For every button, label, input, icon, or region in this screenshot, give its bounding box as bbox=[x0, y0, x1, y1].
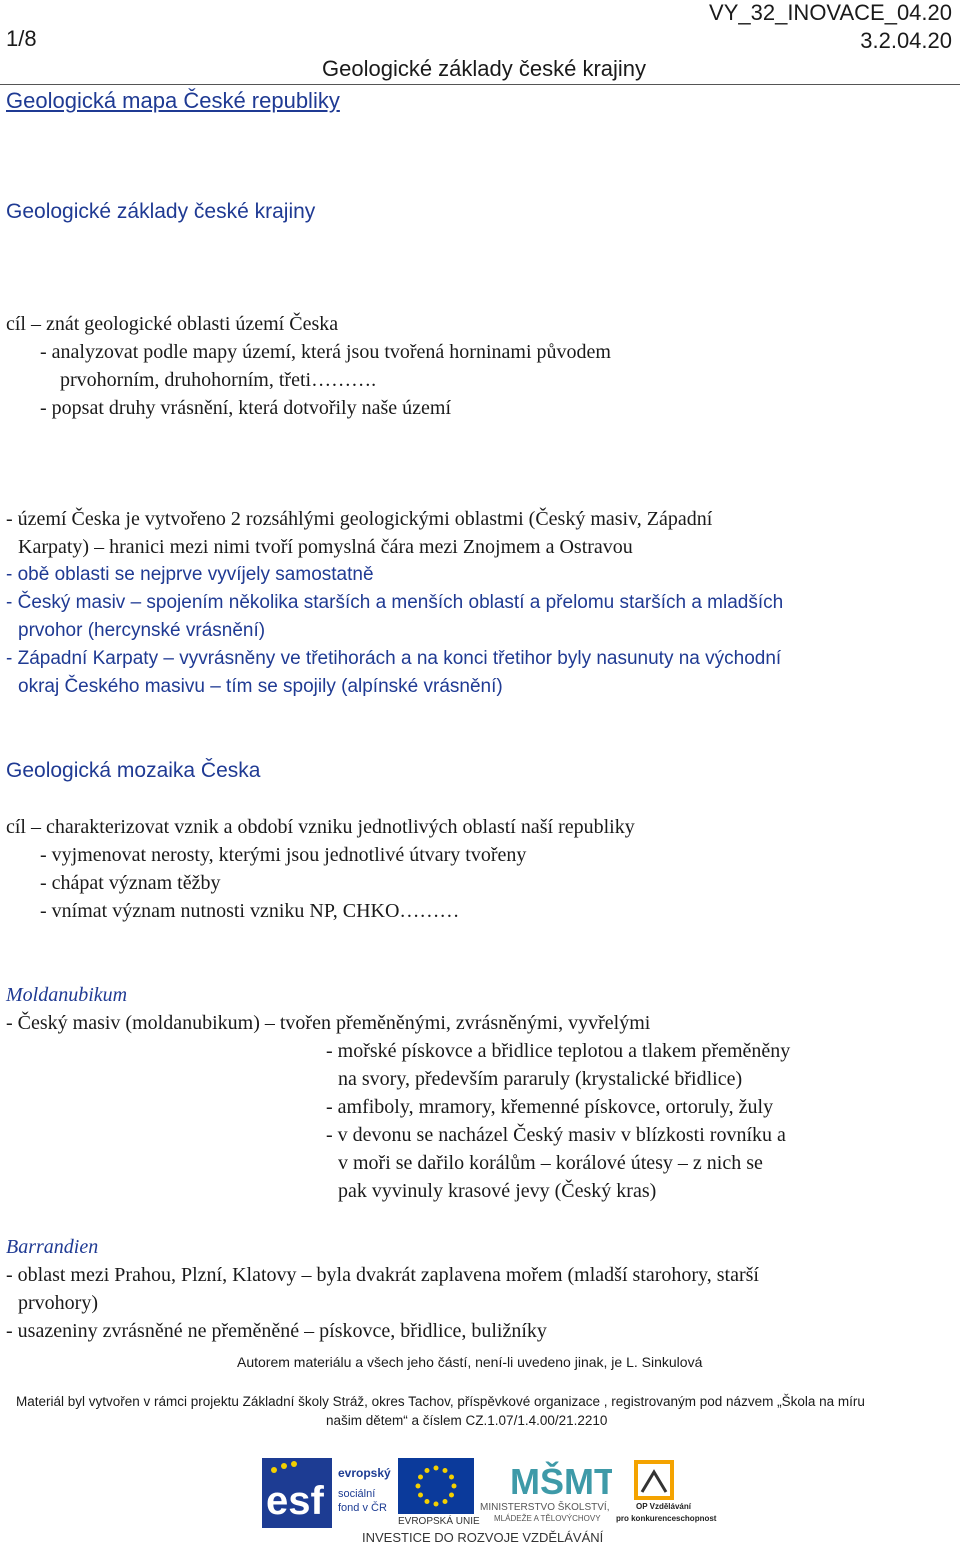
text-line: v moři se dařilo korálům – korálové útesy – z nich se bbox=[338, 1152, 763, 1174]
moldanubikum-title: Moldanubikum bbox=[6, 984, 128, 1006]
project-note: Materiál byl vytvořen v rámci projektu Základní školy Stráž, okres Tachov, příspěvkové organizace , registrovaným pod názvem „Škola na míru bbox=[16, 1394, 865, 1409]
op-text: OP Vzdělávání bbox=[636, 1502, 691, 1511]
goal-line: - vnímat význam nutnosti vzniku NP, CHKO……… bbox=[40, 900, 460, 922]
header-subject: Geologické základy české krajiny bbox=[322, 56, 647, 81]
esf-text: fond v ČR bbox=[338, 1502, 387, 1514]
goal-line: - analyzovat podle mapy území, která jsou tvořená horninami původem bbox=[40, 341, 611, 363]
project-note: našim dětem“ a číslem CZ.1.07/1.4.00/21.2210 bbox=[326, 1413, 608, 1428]
goal-line: - chápat význam těžby bbox=[40, 872, 221, 894]
text-line: - obě oblasti se nejprve vyvíjely samostatně bbox=[6, 564, 374, 585]
investice-banner: INVESTICE DO ROZVOJE VZDĚLÁVÁNÍ bbox=[362, 1530, 604, 1545]
text-line: - Český masiv (moldanubikum) – tvořen přeměněnými, zvrásněnými, vyvřelými bbox=[6, 1012, 651, 1034]
msmt-text: MLÁDEŽE A TĚLOVÝCHOVY bbox=[494, 1514, 601, 1523]
text-line: - usazeniny zvrásněné ne přeměněné – pískovce, břidlice, buližníky bbox=[6, 1320, 547, 1342]
goal-line: cíl – charakterizovat vznik a období vzniku jednotlivých oblastí naší republiky bbox=[6, 816, 635, 838]
section-title: Geologické základy české krajiny bbox=[6, 200, 316, 223]
header-rule bbox=[0, 84, 960, 85]
eu-text: EVROPSKÁ UNIE bbox=[398, 1516, 480, 1527]
text-line: - území Česka je vytvořeno 2 rozsáhlými geologickými oblastmi (Český masiv, Západní bbox=[6, 508, 713, 530]
text-line: - oblast mezi Prahou, Plzní, Klatovy – byla dvakrát zaplavena mořem (mladší starohory, starší bbox=[6, 1264, 759, 1286]
text-line: prvohory) bbox=[18, 1292, 98, 1314]
eu-flag-logo bbox=[398, 1458, 480, 1528]
text-line: Karpaty) – hranici mezi nimi tvoří pomyslná čára mezi Znojmem a Ostravou bbox=[18, 536, 633, 558]
esf-text: sociální bbox=[338, 1488, 376, 1500]
text-line: prvohor (hercynské vrásnění) bbox=[18, 620, 266, 641]
text-line: - amfiboly, mramory, křemenné pískovce, ortoruly, žuly bbox=[326, 1096, 774, 1118]
goal-line: cíl – znát geologické oblasti území Česka bbox=[6, 313, 339, 335]
op-text: pro konkurenceschopnost bbox=[616, 1514, 717, 1523]
text-line: - mořské pískovce a břidlice teplotou a tlakem přeměněny bbox=[326, 1040, 791, 1062]
text-line: na svory, především pararuly (krystalické břidlice) bbox=[338, 1068, 743, 1090]
goal-line: - popsat druhy vrásnění, která dotvořily naše území bbox=[40, 397, 451, 419]
text-line: pak vyvinuly krasové jevy (Český kras) bbox=[338, 1180, 657, 1202]
text-line: - v devonu se nacházel Český masiv v blízkosti rovníku a bbox=[326, 1124, 786, 1146]
document-code: VY_32_INOVACE_04.20 bbox=[709, 0, 952, 25]
svg-text:MŠMT: MŠMT bbox=[510, 1461, 612, 1500]
esf-logo bbox=[262, 1458, 392, 1528]
goal-line: prvohorním, druhohorním, třeti………. bbox=[60, 369, 377, 391]
svg-text:esf: esf bbox=[266, 1479, 324, 1523]
msmt-logo bbox=[480, 1458, 612, 1528]
text-line: - Český masiv – spojením několika starších a menších oblastí a přelomu starších a mladších bbox=[6, 592, 784, 613]
page-number: 1/8 bbox=[6, 26, 37, 51]
esf-text: evropský bbox=[338, 1466, 391, 1480]
document-code-secondary: 3.2.04.20 bbox=[860, 28, 952, 53]
op-logo bbox=[612, 1458, 717, 1528]
author-note: Autorem materiálu a všech jeho částí, není-li uvedeno jinak, je L. Sinkulová bbox=[237, 1354, 703, 1370]
msmt-text: MINISTERSTVO ŠKOLSTVÍ, bbox=[480, 1502, 610, 1513]
geological-map-link[interactable]: Geologická mapa České republiky bbox=[6, 88, 340, 113]
text-line: - Západní Karpaty – vyvrásněny ve třetihorách a na konci třetihor byly nasunuty na východní bbox=[6, 648, 782, 669]
barrandien-title: Barrandien bbox=[6, 1236, 99, 1258]
section-title: Geologická mozaika Česka bbox=[6, 759, 261, 782]
goal-line: - vyjmenovat nerosty, kterými jsou jednotlivé útvary tvořeny bbox=[40, 844, 527, 866]
text-line: okraj Českého masivu – tím se spojily (alpínské vrásnění) bbox=[18, 676, 503, 697]
